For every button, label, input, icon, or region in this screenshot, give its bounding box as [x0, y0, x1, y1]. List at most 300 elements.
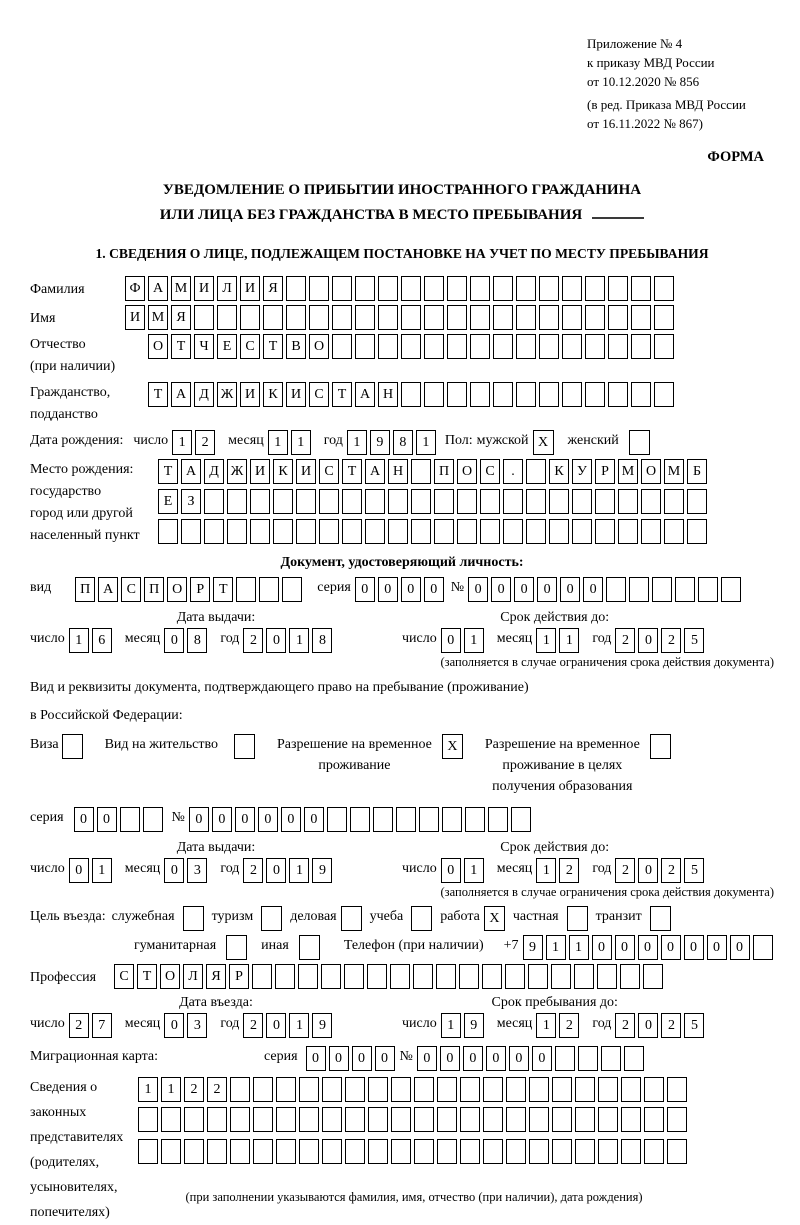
char-box[interactable] [227, 519, 247, 544]
char-box[interactable] [411, 459, 431, 484]
purpose-other-checkbox[interactable] [299, 935, 320, 960]
char-box[interactable]: М [664, 459, 684, 484]
char-box[interactable] [194, 305, 214, 330]
char-box[interactable] [460, 1139, 480, 1164]
char-box[interactable]: Т [137, 964, 157, 989]
char-box[interactable] [687, 489, 707, 514]
char-box[interactable] [624, 1046, 644, 1071]
char-box[interactable]: 1 [289, 1013, 309, 1038]
char-box[interactable] [367, 964, 387, 989]
char-box[interactable]: 0 [212, 807, 232, 832]
char-box[interactable] [575, 1107, 595, 1132]
char-box[interactable]: 0 [684, 935, 704, 960]
char-box[interactable]: Н [378, 382, 398, 407]
char-box[interactable] [322, 1077, 342, 1102]
char-box[interactable] [368, 1077, 388, 1102]
sex-female-checkbox[interactable] [629, 430, 650, 455]
char-box[interactable]: 0 [375, 1046, 395, 1071]
char-box[interactable]: О [309, 334, 329, 359]
residence-permit-checkbox[interactable] [234, 734, 255, 759]
char-box[interactable] [488, 807, 508, 832]
char-box[interactable] [143, 807, 163, 832]
char-box[interactable] [253, 1107, 273, 1132]
char-box[interactable] [470, 382, 490, 407]
temp-residence-education-checkbox[interactable] [650, 734, 671, 759]
char-box[interactable]: Е [158, 489, 178, 514]
char-box[interactable] [230, 1107, 250, 1132]
char-box[interactable] [414, 1077, 434, 1102]
char-box[interactable]: 0 [730, 935, 750, 960]
visa-checkbox[interactable] [62, 734, 83, 759]
char-box[interactable] [345, 1139, 365, 1164]
char-box[interactable]: Л [217, 276, 237, 301]
char-box[interactable] [506, 1107, 526, 1132]
char-box[interactable] [138, 1139, 158, 1164]
char-box[interactable]: П [144, 577, 164, 602]
char-box[interactable] [483, 1139, 503, 1164]
char-box[interactable] [437, 1107, 457, 1132]
char-box[interactable]: 0 [441, 858, 461, 883]
char-box[interactable] [562, 382, 582, 407]
char-box[interactable] [273, 519, 293, 544]
char-box[interactable] [539, 382, 559, 407]
char-box[interactable]: 0 [266, 1013, 286, 1038]
char-box[interactable] [562, 305, 582, 330]
char-box[interactable] [618, 489, 638, 514]
char-box[interactable]: О [167, 577, 187, 602]
char-box[interactable]: 1 [559, 628, 579, 653]
char-box[interactable] [629, 577, 649, 602]
char-box[interactable] [644, 1077, 664, 1102]
char-box[interactable] [575, 1077, 595, 1102]
char-box[interactable]: 9 [523, 935, 543, 960]
char-box[interactable]: К [263, 382, 283, 407]
char-box[interactable] [365, 489, 385, 514]
purpose-official-checkbox[interactable] [183, 906, 204, 931]
char-box[interactable]: 1 [464, 628, 484, 653]
char-box[interactable] [391, 1107, 411, 1132]
char-box[interactable]: 0 [615, 935, 635, 960]
char-box[interactable] [667, 1107, 687, 1132]
char-box[interactable]: Ж [217, 382, 237, 407]
char-box[interactable] [282, 577, 302, 602]
char-box[interactable]: 0 [164, 858, 184, 883]
char-box[interactable] [434, 519, 454, 544]
char-box[interactable]: 0 [164, 1013, 184, 1038]
char-box[interactable]: 0 [638, 858, 658, 883]
char-box[interactable] [631, 382, 651, 407]
char-box[interactable] [230, 1077, 250, 1102]
char-box[interactable]: 1 [172, 430, 192, 455]
char-box[interactable]: 2 [615, 1013, 635, 1038]
char-box[interactable]: 1 [546, 935, 566, 960]
char-box[interactable] [457, 489, 477, 514]
char-box[interactable]: И [250, 459, 270, 484]
char-box[interactable] [378, 276, 398, 301]
char-box[interactable]: 1 [161, 1077, 181, 1102]
char-box[interactable] [480, 519, 500, 544]
char-box[interactable]: . [503, 459, 523, 484]
char-box[interactable] [434, 489, 454, 514]
char-box[interactable]: 9 [312, 1013, 332, 1038]
char-box[interactable]: И [296, 459, 316, 484]
char-box[interactable]: 1 [69, 628, 89, 653]
char-box[interactable] [442, 807, 462, 832]
char-box[interactable] [259, 577, 279, 602]
char-box[interactable] [419, 807, 439, 832]
char-box[interactable]: 8 [393, 430, 413, 455]
char-box[interactable] [493, 334, 513, 359]
char-box[interactable] [529, 1077, 549, 1102]
char-box[interactable] [344, 964, 364, 989]
char-box[interactable] [698, 577, 718, 602]
char-box[interactable]: 0 [514, 577, 534, 602]
char-box[interactable] [516, 305, 536, 330]
char-box[interactable] [503, 519, 523, 544]
char-box[interactable]: 0 [707, 935, 727, 960]
char-box[interactable] [424, 334, 444, 359]
char-box[interactable]: О [160, 964, 180, 989]
char-box[interactable] [493, 276, 513, 301]
char-box[interactable] [526, 519, 546, 544]
char-box[interactable]: 1 [536, 858, 556, 883]
char-box[interactable]: И [240, 276, 260, 301]
char-box[interactable]: 3 [187, 858, 207, 883]
char-box[interactable]: 8 [312, 628, 332, 653]
char-box[interactable]: 0 [281, 807, 301, 832]
char-box[interactable] [598, 1107, 618, 1132]
char-box[interactable]: 2 [559, 858, 579, 883]
char-box[interactable] [253, 1139, 273, 1164]
char-box[interactable]: 5 [684, 628, 704, 653]
char-box[interactable] [447, 382, 467, 407]
char-box[interactable] [322, 1107, 342, 1132]
char-box[interactable]: Р [229, 964, 249, 989]
char-box[interactable]: 0 [592, 935, 612, 960]
char-box[interactable] [276, 1107, 296, 1132]
char-box[interactable] [447, 305, 467, 330]
char-box[interactable] [378, 305, 398, 330]
char-box[interactable]: 2 [184, 1077, 204, 1102]
char-box[interactable]: С [480, 459, 500, 484]
char-box[interactable]: 5 [684, 1013, 704, 1038]
char-box[interactable] [621, 1077, 641, 1102]
char-box[interactable]: И [286, 382, 306, 407]
char-box[interactable] [687, 519, 707, 544]
char-box[interactable] [608, 382, 628, 407]
char-box[interactable] [391, 1077, 411, 1102]
char-box[interactable] [721, 577, 741, 602]
char-box[interactable] [667, 1139, 687, 1164]
char-box[interactable]: С [309, 382, 329, 407]
char-box[interactable] [641, 519, 661, 544]
char-box[interactable] [184, 1139, 204, 1164]
char-box[interactable] [753, 935, 773, 960]
char-box[interactable]: 0 [638, 935, 658, 960]
purpose-work-checkbox[interactable]: X [484, 906, 505, 931]
char-box[interactable]: Е [217, 334, 237, 359]
char-box[interactable] [572, 489, 592, 514]
char-box[interactable]: 1 [268, 430, 288, 455]
char-box[interactable] [652, 577, 672, 602]
char-box[interactable] [470, 305, 490, 330]
char-box[interactable] [296, 489, 316, 514]
char-box[interactable] [332, 305, 352, 330]
char-box[interactable]: 2 [615, 858, 635, 883]
char-box[interactable] [158, 519, 178, 544]
char-box[interactable]: М [618, 459, 638, 484]
char-box[interactable] [585, 276, 605, 301]
char-box[interactable] [480, 489, 500, 514]
char-box[interactable]: Ж [227, 459, 247, 484]
char-box[interactable]: 0 [69, 858, 89, 883]
char-box[interactable] [368, 1107, 388, 1132]
char-box[interactable] [309, 276, 329, 301]
char-box[interactable]: Т [332, 382, 352, 407]
char-box[interactable] [516, 382, 536, 407]
char-box[interactable] [161, 1107, 181, 1132]
char-box[interactable] [401, 305, 421, 330]
char-box[interactable] [414, 1107, 434, 1132]
char-box[interactable] [227, 489, 247, 514]
char-box[interactable]: 1 [464, 858, 484, 883]
char-box[interactable] [595, 519, 615, 544]
purpose-study-checkbox[interactable] [411, 906, 432, 931]
char-box[interactable]: 3 [187, 1013, 207, 1038]
char-box[interactable] [552, 1139, 572, 1164]
char-box[interactable]: А [355, 382, 375, 407]
char-box[interactable] [585, 334, 605, 359]
char-box[interactable]: Т [342, 459, 362, 484]
char-box[interactable] [664, 489, 684, 514]
char-box[interactable]: В [286, 334, 306, 359]
char-box[interactable]: 0 [424, 577, 444, 602]
char-box[interactable]: 1 [289, 858, 309, 883]
char-box[interactable]: 0 [583, 577, 603, 602]
char-box[interactable]: И [194, 276, 214, 301]
char-box[interactable] [319, 489, 339, 514]
char-box[interactable] [355, 276, 375, 301]
char-box[interactable] [549, 519, 569, 544]
char-box[interactable]: Л [183, 964, 203, 989]
char-box[interactable] [595, 489, 615, 514]
char-box[interactable]: 1 [536, 1013, 556, 1038]
char-box[interactable]: С [121, 577, 141, 602]
char-box[interactable]: И [125, 305, 145, 330]
char-box[interactable]: 0 [463, 1046, 483, 1071]
char-box[interactable] [621, 1139, 641, 1164]
char-box[interactable]: 0 [661, 935, 681, 960]
char-box[interactable] [286, 276, 306, 301]
char-box[interactable] [411, 519, 431, 544]
char-box[interactable] [332, 276, 352, 301]
char-box[interactable] [345, 1107, 365, 1132]
char-box[interactable] [401, 276, 421, 301]
char-box[interactable]: 0 [355, 577, 375, 602]
char-box[interactable] [250, 489, 270, 514]
char-box[interactable]: 0 [266, 628, 286, 653]
char-box[interactable] [250, 519, 270, 544]
char-box[interactable] [350, 807, 370, 832]
char-box[interactable]: М [148, 305, 168, 330]
char-box[interactable] [470, 276, 490, 301]
char-box[interactable] [483, 1077, 503, 1102]
char-box[interactable] [460, 1077, 480, 1102]
char-box[interactable]: Я [206, 964, 226, 989]
char-box[interactable] [631, 334, 651, 359]
char-box[interactable] [529, 1107, 549, 1132]
char-box[interactable]: 2 [195, 430, 215, 455]
char-box[interactable]: Я [171, 305, 191, 330]
char-box[interactable]: 5 [684, 858, 704, 883]
char-box[interactable] [459, 964, 479, 989]
char-box[interactable] [240, 305, 260, 330]
char-box[interactable]: А [365, 459, 385, 484]
char-box[interactable]: 0 [537, 577, 557, 602]
char-box[interactable] [631, 276, 651, 301]
char-box[interactable]: А [181, 459, 201, 484]
char-box[interactable] [401, 334, 421, 359]
char-box[interactable] [286, 305, 306, 330]
char-box[interactable] [526, 459, 546, 484]
char-box[interactable]: 1 [347, 430, 367, 455]
char-box[interactable]: О [457, 459, 477, 484]
char-box[interactable]: 0 [304, 807, 324, 832]
temp-residence-checkbox[interactable]: X [442, 734, 463, 759]
char-box[interactable] [503, 489, 523, 514]
char-box[interactable]: 0 [352, 1046, 372, 1071]
char-box[interactable] [414, 1139, 434, 1164]
char-box[interactable] [654, 334, 674, 359]
char-box[interactable]: 2 [243, 858, 263, 883]
char-box[interactable] [598, 1077, 618, 1102]
char-box[interactable]: 2 [207, 1077, 227, 1102]
char-box[interactable]: 9 [370, 430, 390, 455]
char-box[interactable]: 0 [486, 1046, 506, 1071]
char-box[interactable] [526, 489, 546, 514]
char-box[interactable] [138, 1107, 158, 1132]
char-box[interactable]: 2 [615, 628, 635, 653]
char-box[interactable]: Т [213, 577, 233, 602]
char-box[interactable]: 0 [532, 1046, 552, 1071]
char-box[interactable] [332, 334, 352, 359]
char-box[interactable] [539, 276, 559, 301]
char-box[interactable]: Т [148, 382, 168, 407]
char-box[interactable] [585, 305, 605, 330]
char-box[interactable] [298, 964, 318, 989]
char-box[interactable]: 0 [235, 807, 255, 832]
char-box[interactable]: Т [158, 459, 178, 484]
char-box[interactable] [319, 519, 339, 544]
char-box[interactable] [296, 519, 316, 544]
char-box[interactable]: 0 [97, 807, 117, 832]
char-box[interactable]: Р [190, 577, 210, 602]
char-box[interactable]: 0 [378, 577, 398, 602]
char-box[interactable]: 1 [289, 628, 309, 653]
char-box[interactable] [184, 1107, 204, 1132]
char-box[interactable] [355, 305, 375, 330]
char-box[interactable] [391, 1139, 411, 1164]
char-box[interactable] [621, 1107, 641, 1132]
char-box[interactable] [620, 964, 640, 989]
char-box[interactable]: 0 [189, 807, 209, 832]
char-box[interactable]: Р [595, 459, 615, 484]
char-box[interactable] [342, 519, 362, 544]
char-box[interactable] [506, 1077, 526, 1102]
char-box[interactable] [368, 1139, 388, 1164]
char-box[interactable] [276, 1139, 296, 1164]
char-box[interactable] [365, 519, 385, 544]
char-box[interactable] [562, 334, 582, 359]
char-box[interactable] [378, 334, 398, 359]
char-box[interactable]: Д [204, 459, 224, 484]
char-box[interactable] [230, 1139, 250, 1164]
char-box[interactable] [309, 305, 329, 330]
purpose-private-checkbox[interactable] [567, 906, 588, 931]
char-box[interactable] [618, 519, 638, 544]
char-box[interactable]: 9 [312, 858, 332, 883]
char-box[interactable] [493, 305, 513, 330]
char-box[interactable] [470, 334, 490, 359]
char-box[interactable] [436, 964, 456, 989]
char-box[interactable] [413, 964, 433, 989]
char-box[interactable]: 0 [401, 577, 421, 602]
char-box[interactable] [424, 305, 444, 330]
char-box[interactable]: 0 [417, 1046, 437, 1071]
char-box[interactable]: И [240, 382, 260, 407]
char-box[interactable]: Д [194, 382, 214, 407]
char-box[interactable]: А [171, 382, 191, 407]
char-box[interactable] [483, 1107, 503, 1132]
char-box[interactable] [276, 1077, 296, 1102]
char-box[interactable] [631, 305, 651, 330]
char-box[interactable]: 1 [441, 1013, 461, 1038]
char-box[interactable] [506, 1139, 526, 1164]
char-box[interactable]: 2 [559, 1013, 579, 1038]
char-box[interactable]: 0 [491, 577, 511, 602]
char-box[interactable] [411, 489, 431, 514]
char-box[interactable]: 8 [187, 628, 207, 653]
char-box[interactable] [321, 964, 341, 989]
char-box[interactable]: 0 [164, 628, 184, 653]
char-box[interactable] [252, 964, 272, 989]
char-box[interactable]: 1 [569, 935, 589, 960]
char-box[interactable] [447, 276, 467, 301]
char-box[interactable]: Ф [125, 276, 145, 301]
char-box[interactable]: К [549, 459, 569, 484]
char-box[interactable] [322, 1139, 342, 1164]
char-box[interactable]: 0 [440, 1046, 460, 1071]
char-box[interactable] [161, 1139, 181, 1164]
char-box[interactable] [654, 276, 674, 301]
char-box[interactable]: С [319, 459, 339, 484]
char-box[interactable] [401, 382, 421, 407]
char-box[interactable] [465, 807, 485, 832]
char-box[interactable] [664, 519, 684, 544]
char-box[interactable]: 2 [661, 628, 681, 653]
char-box[interactable]: 2 [69, 1013, 89, 1038]
char-box[interactable]: 0 [509, 1046, 529, 1071]
char-box[interactable]: 2 [243, 1013, 263, 1038]
purpose-tourism-checkbox[interactable] [261, 906, 282, 931]
char-box[interactable] [562, 276, 582, 301]
char-box[interactable]: А [98, 577, 118, 602]
char-box[interactable]: 6 [92, 628, 112, 653]
char-box[interactable]: Н [388, 459, 408, 484]
char-box[interactable] [388, 489, 408, 514]
char-box[interactable] [373, 807, 393, 832]
char-box[interactable] [204, 519, 224, 544]
